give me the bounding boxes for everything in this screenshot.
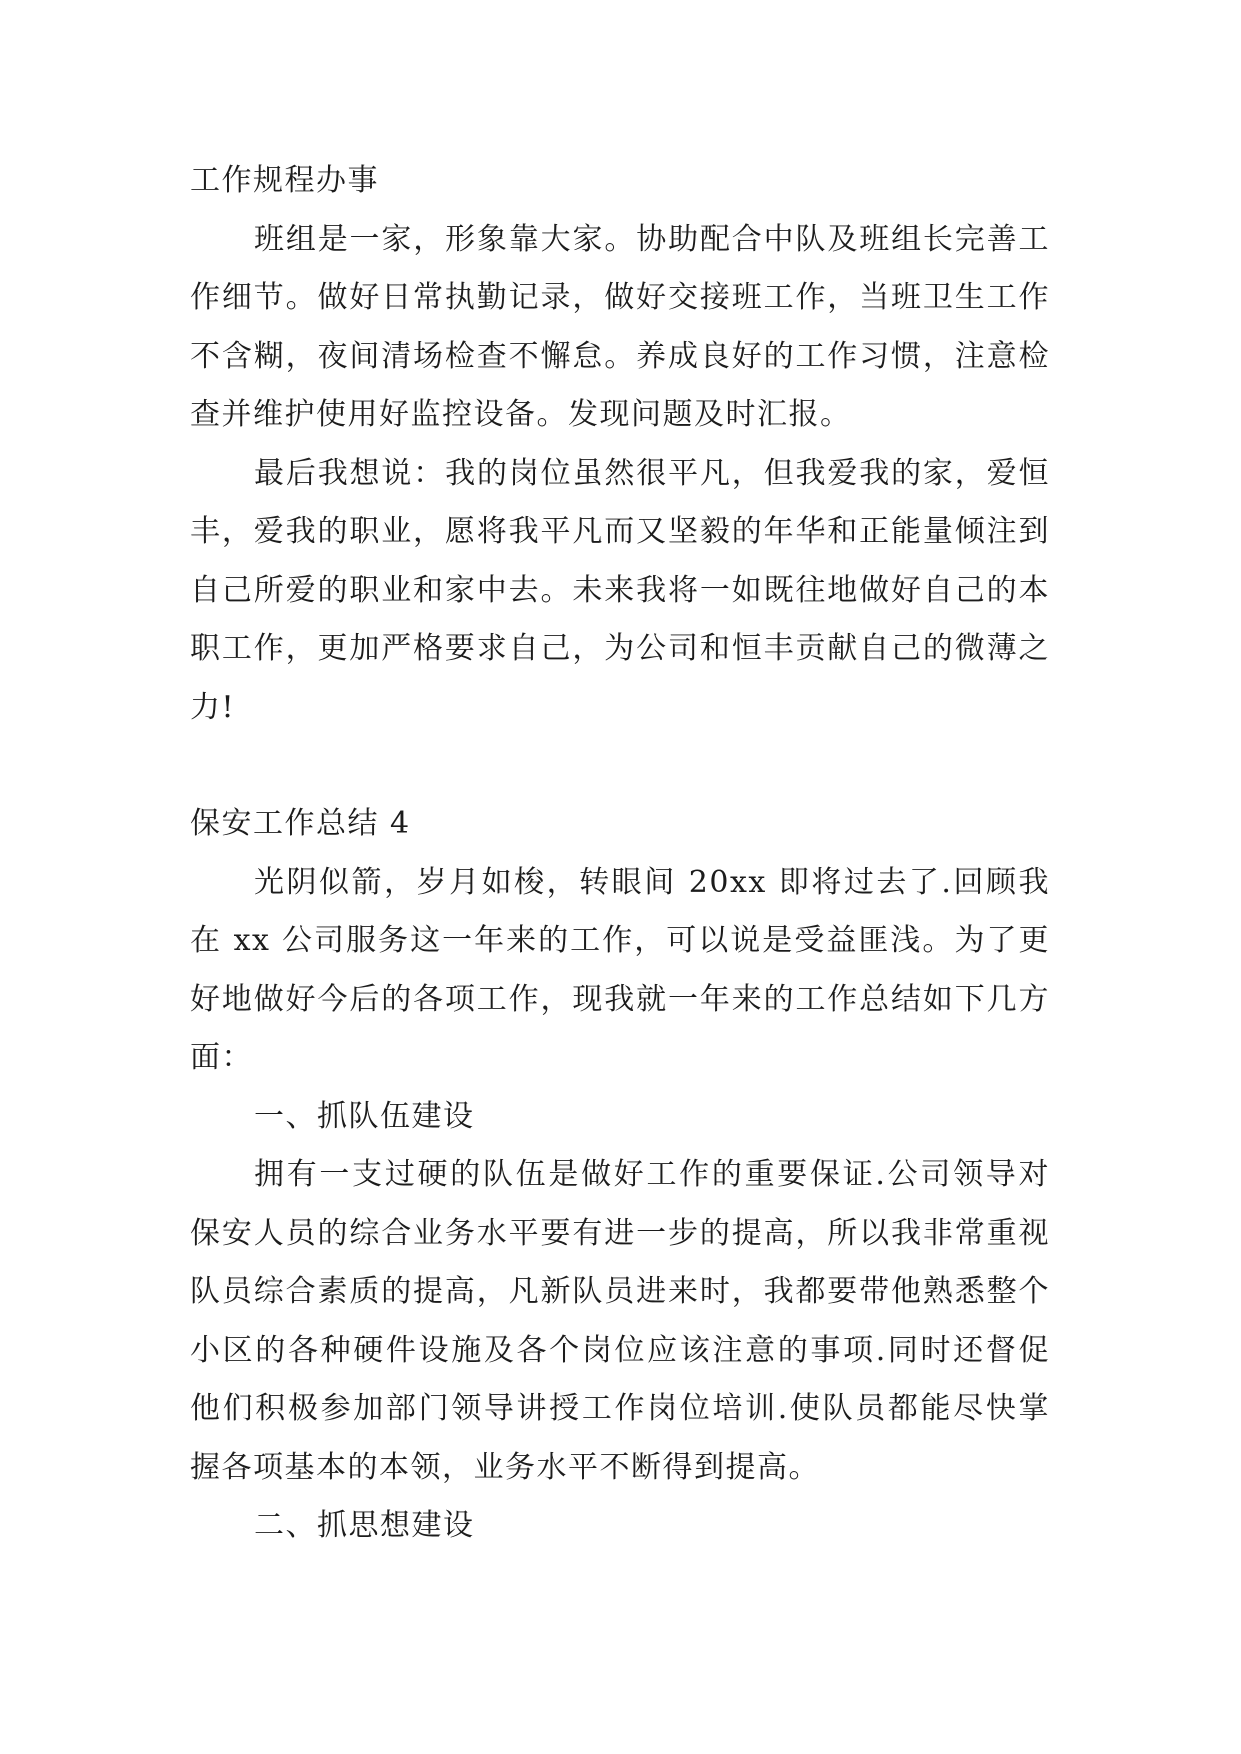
paragraph: 光阴似箭，岁月如梭，转眼间 20xx 即将过去了.回顾我在 xx 公司服务这一年来的工作，可以说是受益匪浅。为了更好地做好今后的各项工作，现我就一年来的工作总结如下几方面： <box>190 864 1050 1075</box>
subheading: 二、抓思想建设 <box>254 1508 475 1543</box>
section-heading: 保安工作总结 4 <box>190 806 411 841</box>
blank-line <box>190 737 1050 795</box>
paragraph: 拥有一支过硬的队伍是做好工作的重要保证.公司领导对保安人员的综合业务水平要有进一步的提高，所以我非常重视队员综合素质的提高，凡新队员进来时，我都要带他熟悉整个小区的各种硬件设施及各个岗位应该注意的事项.同时还督促他们积极参加部门领导讲授工作岗位培训.使队员都能尽快掌握各项基本的本领，业务水平不断得到提高。 <box>190 1157 1050 1485</box>
subheading: 一、抓队伍建设 <box>254 1098 475 1134</box>
section-heading: 工作规程办事 <box>190 163 379 198</box>
paragraph: 班组是一家，形象靠大家。协助配合中队及班组长完善工作细节。做好日常执勤记录，做好交接班工作，当班卫生工作不含糊，夜间清场检查不懈怠。养成良好的工作习惯，注意检查并维护使用好监控设备。发现问题及时汇报。 <box>190 221 1050 432</box>
paragraph: 最后我想说：我的岗位虽然很平凡，但我爱我的家，爱恒丰，爱我的职业，愿将我平凡而又坚毅的年华和正能量倾注到自己所爱的职业和家中去。未来我将一如既往地做好自己的本职工作，更加严格要求自己，为公司和恒丰贡献自己的微薄之力! <box>190 455 1050 725</box>
document-body <box>190 152 1050 1556</box>
